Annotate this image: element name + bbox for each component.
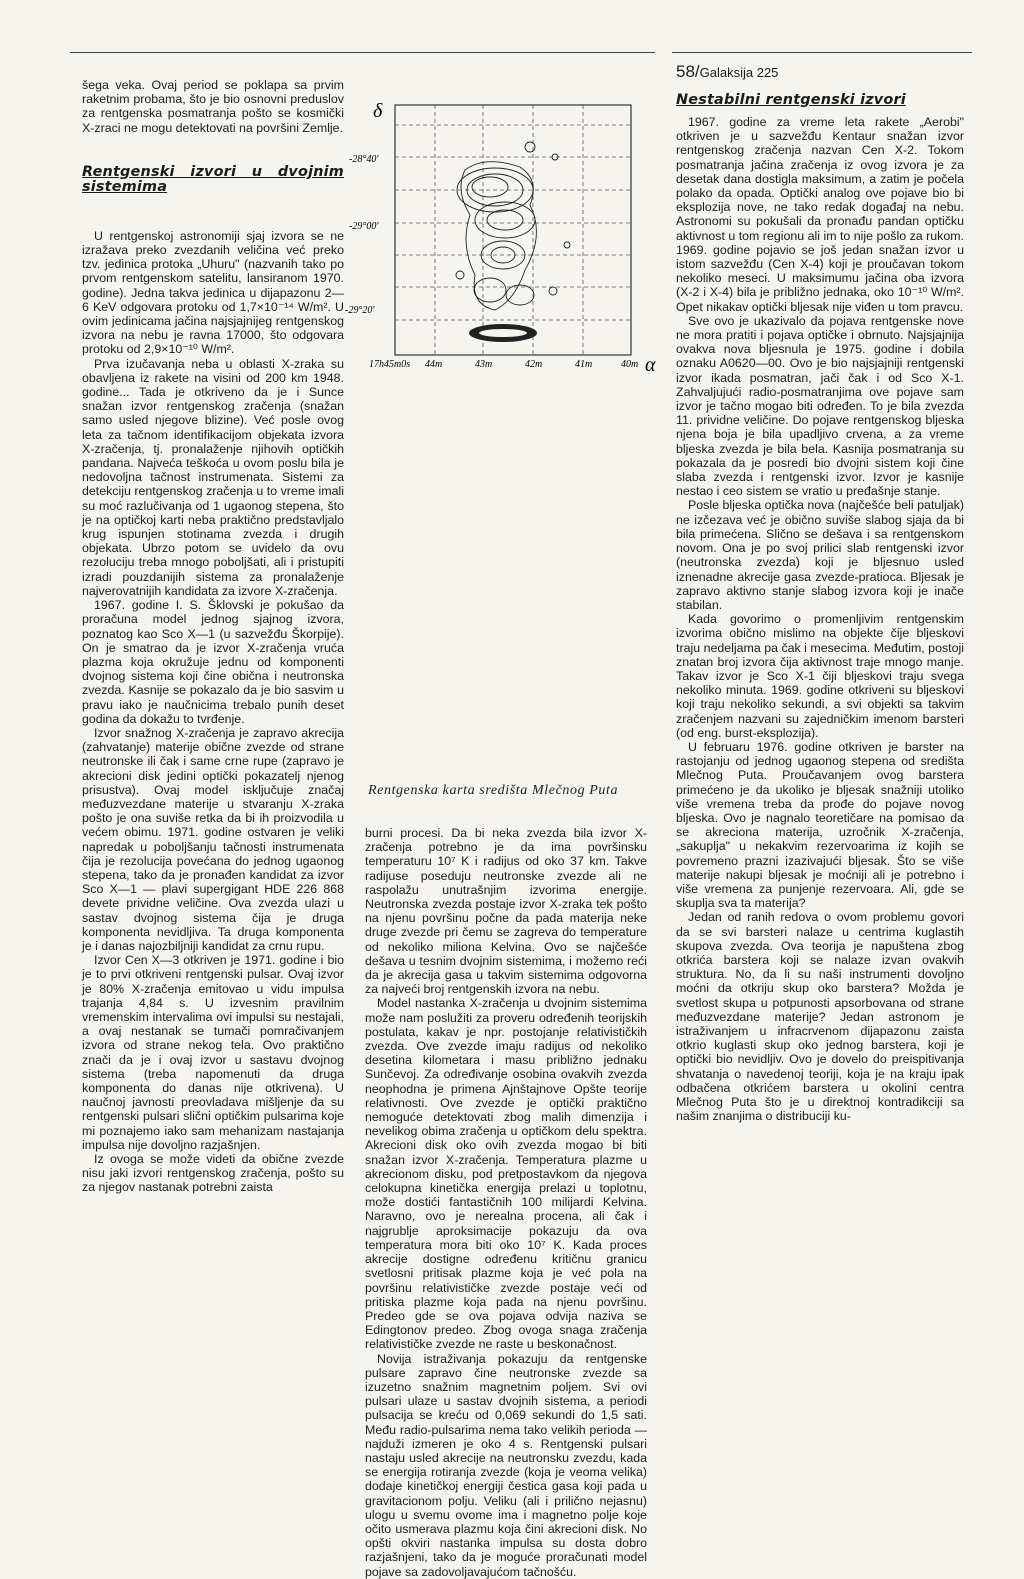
dec-label: -28°40' — [349, 154, 379, 165]
map-frame — [395, 105, 631, 355]
paragraph: Jedan od ranih redova o ovom problemu govori da se svi barsteri nalaze u centrima kuglastih skupova zvezda. Ova teorija je napuštena zbog otkrića barstera koji se nalaze izvan ovakvih struktura. No, da li su naši instrumenti dovoljno moćni da otkriju skup oko barstera? Možda je svetlost skupa u potpunosti apsorbovana od strane međuzvezdane materije? Jedan astronom je istraživanjem u infracrvenom dijapazonu zaista otkrio kuglasti skup oko jednog barstera, koji je optički bio nevidljiv. Ovo je dovelo do preispitivanja shvatanja o navedenoj teoriji, koja je na kraju ipak odbačena otkrićem barstera u okolini centra Mlečnog Puta što je u direktnoj kontradikciji sa našim znanjima o distribuciji ku- — [676, 910, 964, 1124]
paragraph: U februaru 1976. godine otkriven je barster na rastojanju od jednog ugaonog stepena od središta Mlečnog Puta. Proučavanjem ovog barstera primećeno je da ukoliko je bljesak snažniji utoliko više vremena treba da prođe do pojave novog bljeska. Ovo je nagnalo teoretičare na pomisao da se akreciona materija, uzročnik X-zračenja, „sakuplja" u nekakvim rezervoarima iz kojih se povremeno prazni izazivajući bljesak. Što se više materije nakupi bljesak je moćniji ali je potrebno i više vremena za punjenje rezervoara. Ali, gde se skuplja sva ta materija? — [676, 739, 964, 911]
ra-label: 44m — [425, 359, 443, 370]
dec-label: -29°20' — [345, 305, 375, 316]
paragraph: Sve ovo je ukazivalo da pojava rentgenske nove ne mora pratiti i pojava optičke i obrnuto. Najsjajnija ovakva nova bljesnula je 1975. godine i dobila oznaku A0620—00. Ovo je bio najsjajniji rentgenski izvor ikada posmatran, jači čak i od Sco X-1. Zahvaljujući radio-posmatranjima ove pojave sam izvor je tačno mogao biti određen. To je bila zvezda 11. prividne veličine. Do pojave rentgenskog bljeska njena boja je bila upadljivo crvena, a za vreme bljeska zvezda je bila bela. Kasnija posmatranja su pokazala da je posredi bio dvojni sistem koji čine slaba zvezda i rentgenski izvor. Izvor je kasnije nestao i ceo sistem se vratio u pređašnje stanje. — [676, 313, 964, 499]
ra-label: 43m — [475, 359, 493, 370]
paragraph: šega veka. Ovaj period se poklapa sa prvim raketnim probama, što je bio osnovni preduslov za rentgenska posmatranja pošto se kosmički X-zraci ne mogu detektovati na površini Zemlje. — [82, 78, 344, 135]
page-header — [676, 62, 778, 82]
ra-label: 41m — [575, 359, 593, 370]
ra-symbol: α — [645, 354, 656, 376]
bright-source-core — [479, 329, 527, 337]
map-grid — [395, 105, 631, 355]
top-rule-right — [672, 52, 972, 53]
contour-lines — [456, 142, 570, 310]
page-number: 58/ — [676, 62, 700, 81]
running-head: Galaksija 225 — [699, 65, 779, 80]
paragraph: Izvor Cen X—3 otkriven je 1971. godine i bio je to prvi otkriveni rentgenski pulsar. Ovaj izvor je 80% X-zračenja emitovao u vidu impulsa trajanja 4,84 s. U izvesnim pravilnim vremenskim intervalima ovi impulsi su nestajali, a ovaj nestanak se tumači pomračivanjem izvora od strane nekog tela. Ovo praktično znači da je i ovaj izvor u sastavu dvojnog sistema (treba napomenuti da druga komponenta do danas nije otkrivena). U naučnoj javnosti preovladava mišljenje da su rentgenski pulsari slični optičkim pulsarima koje mi poznajemo iako sam mehanizam nastajanja impulsa nije dovoljno razjašnjen. — [82, 953, 344, 1152]
paragraph: Novija istraživanja pokazuju da rentgenske pulsare zapravo čine neutronske zvezde sa izuzetno snažnim magnetnim poljem. Svi ovi pulsari ulaze u sastav dvojnih sistema, a periodi pulsacija se kreću od 0,069 sekundi do 1,5 sati. Među radio-pulsarima nema tako velikih perioda — najduži izmeren je oko 4 s. Rentgenski pulsari nastaju usled akrecije na neutronsku zvezdu, kada se energija rotiranja zvezde (koja je veoma velika) dodaje kinetičkoj energiji čestica gasa koji pada u gravitacionom polju. Veliku (ali i prilično nejasnu) ulogu u svemu ovome ima i magnetno polje koje očito usmerava plazmu koja čini akrecioni disk. No opšti okviri nastanka impulsa su dosta dobro razjašnjeni, tako da je moguće proračunati model pojave sa zadovoljavajućom tačnošću. — [365, 1351, 647, 1579]
paragraph: Posle bljeska optička nova (najčešće beli patuljak) ne izčezava već je obično suviše slabog sjaja da bi bila primećena. Slično se dešava i sa rentgenskom novom. Ona je po svoj prilici slab rentgenski izvor (neutronska zvezda) koji je bljesnuo usled iznenadne akrecije gasa zvezde-pratioca. Bljesak je zapravo aktivno stanje slabog izvora koji je inače stabilan. — [676, 498, 964, 612]
ra-label: 17h45m0s — [369, 359, 411, 370]
paragraph: Model nastanka X-zračenja u dvojnim sistemima može nam poslužiti za proveru određenih teorijskih postulata, kakav je npr. postojanje relativističkih zvezda. Ove zvezde imaju radijus od nekoliko desetina kilometara i masu približno jednaku Sunčevoj. Za određivanje osobina ovakvih zvezda neophodna je primena Ajnštajnove Opšte teorije relativnosti. Ove zvezde je optički praktično nemoguće detektovati zbog malih dimenzija i nevelikog obima zračenja u optičkom delu spektra. Akrecioni disk oko ovih zvezda mogao bi biti snažan izvor X-zračenja. Temperatura plazme u akrecionom disku, pod pretpostavkom da njegova celokupna kinetička energija prelazi u toplotnu, može dostići fantastičnih 100 milijardi Kelvina. Naravno, ovo je nerealna procena, ali čak i najgrublje aproksimacije pokazuju da ova temperatura mora biti oko 10⁷ K. Kada proces akrecije dostigne određenu kritičnu granicu svetlosni pritisak plazme koja je već pola na površinu relativističke zvezde postaje veći od pritiska plazme koja pada na njenu površinu. Predeo gde se ova pojava odvija naziva se Edingtonov predeo. Zbog ovoga snaga zračenja relativističke zvezde ne raste u beskonačnost. — [365, 996, 647, 1352]
dec-symbol: δ — [373, 100, 383, 122]
paragraph: U rentgenskoj astronomiji sjaj izvora se ne izražava preko zvezdanih veličina već preko tzv. jedinica protoka „Uhuru" (nazvanih tako po prvom rentgenskom satelitu, lansiranom 1970. godine). Jedna takva jedinica u dijapazonu 2—6 KeV odgovara protoku od 1,7×10⁻¹⁴ W/m². U ovim jedinicama jačina najsjajnijeg rentgenskog izvora na nebu je ravna 17000, što odgovara protoku od 2,9×10⁻¹⁰ W/m². — [82, 228, 344, 357]
paragraph: burni procesi. Da bi neka zvezda bila izvor X-zračenja potrebno je da ima površinsku temperaturu 10⁷ K i radijus od oko 37 km. Takve radijuse poseduju neutronske zvezde ali ne raspolažu unutrašnjim izvorima energije. Neutronska zvezda postaje izvor X-zraka tek pošto na njenu površinu počne da pada materija neke druge zvezde pri čemu se zagreva do temperature od nekoliko miliona Kelvina. Ovo se najčešće dešava u tesnim dvojnim sistemima, i možemo reći da je akrecija gasa u takvim sistemima odgovorna za najveći broj rentgenskih izvora na nebu. — [365, 826, 647, 997]
dec-label: -29°00' — [349, 221, 379, 232]
paragraph: Kada govorimo o promenljivim rentgenskim izvorima obično mislimo na objekte čije bljeskovi traju nedeljama pa čak i mesecima. Međutim, postoji znatan broj izvora čija aktivnost traje mnogo manje. Takav izvor je Sco X-1 čiji bljeskovi traju svega nekoliko minuta. 1969. godine otkriveni su bljeskovi koji traju nekoliko sekundi, a svi objekti sa takvim zračenjem nazvani su zajedničkim imenom barsteri (od eng. burst-eksplozija). — [676, 612, 964, 740]
ra-label: 42m — [525, 359, 543, 370]
column-right — [676, 115, 964, 1123]
column-middle — [365, 826, 647, 1579]
paragraph: Izvor snažnog X-zračenja je zapravo akrecija (zahvatanje) materije obične zvezde od strane neutronske ili čak i same crne rupe (zapravo je akrecioni disk jedini optički pokazatelj njenog prisustva). Ovaj model isključuje značaj međuzvezdane materije u stvaranju X-zraka pošto je ona suviše retka da bi ih proizvodila u većem obimu. 1971. godine ostvaren je veliki napredak u poboljšanju tačnosti instrumenata čija je rezolucija povećana do jednog ugaonog stepena, tako da je pronađen kandidat za izvor Sco X—1 — plavi supergigant HDE 226 868 devete prividne veličine. Ova zvezda ulazi u sastav dvojnog sistema čija je druga komponenta nevidljiva. Ta druga komponenta je i danas najozbiljniji kandidat za crnu rupu. — [82, 725, 344, 953]
xray-map-figure — [345, 95, 675, 795]
figure-caption: Rentgenska karta središta Mlečnog Puta — [368, 783, 619, 798]
top-rule-left — [70, 52, 655, 53]
section-heading: Rentgenski izvori u dvojnim sistemima — [82, 163, 344, 195]
xray-map — [345, 95, 675, 785]
paragraph: 1967. godine I. S. Šklovski je pokušao da proračuna model jednog sjajnog izvora, poznatog kao Sco X—1 (u sazvežđu Škorpije). On je smatrao da je izvor X-zračenja vruća plazma koja okružuje jednu od komponenti dvojnog sistema koji čine obična i neutronska zvezda. Kasnije se pokazalo da je bio sasvim u pravu iako je naučnicima trebalo punih deset godina da dokažu to tvrđenje. — [82, 598, 344, 726]
column-left — [82, 78, 344, 1195]
ra-label: 40m — [621, 359, 639, 370]
paragraph: Iz ovoga se može videti da obične zvezde nisu jaki izvori rentgenskog zračenja, pošto su za njegov nastanak potrebni zaista — [82, 1152, 344, 1195]
section-heading: Nestabilni rentgenski izvori — [676, 92, 906, 108]
paragraph: 1967. godine za vreme leta rakete „Aerobi" otkriven je u sazvežđu Kentaur snažan izvor rentgenskog zračenja nazvan Cen X-2. Tokom posmatranja jačina zračenja iz ovog izvora je za desetak dana dostigla maksimum, a zatim je počela polako da opada. Optički analog ove pojave bio bi eksplozija nove, ne tako redak događaj na nebu. Astronomi su pokušali da pronađu pandan optičku aktivnost u tom regionu ali im to nije pošlo za rukom. 1969. godine pojavio se još jedan snažan izvor u istom sazvežđu (Cen X-4) koji je proučavan tokom nekoliko meseci. U maksimumu jačina oba izvora (X-2 i X-4) bila je približno jednaka, oko 10⁻¹⁰ W/m². Opet nikakav optički bljesak nije viđen u tom pravcu. — [676, 115, 964, 314]
paragraph: Prva izučavanja neba u oblasti X-zraka su obavljena iz rakete na visini od 200 km 1948. godine... Tada je otkriveno da je i Sunce snažan izvor rentgenskog zračenja (snažan samo usled njegove blizine). Već posle ovog leta za tačnom identifikacijom objekata izvora X-zračenja, tj. pronalaženje njihovih optičkih pandana. Najveća teškoća u ovom poslu bila je nedovoljna tačnost instrumenata. Sistemi za detekciju rentgenskog zračenja u to vreme imali su moć razlučivanja od 1 ugaonog stepena, što je na optičkoj karti neba praktično predstavljalo krug ispunjen stotinama zvezda i drugih objekata. Ubrzo potom se uvidelo da ovu rezoluciju treba mnogo poboljšati, ali i pristupiti izradi pouzdanijih sistema za pronalaženje najverovatnijih kandidata za izvore X-zračenja. — [82, 356, 344, 598]
